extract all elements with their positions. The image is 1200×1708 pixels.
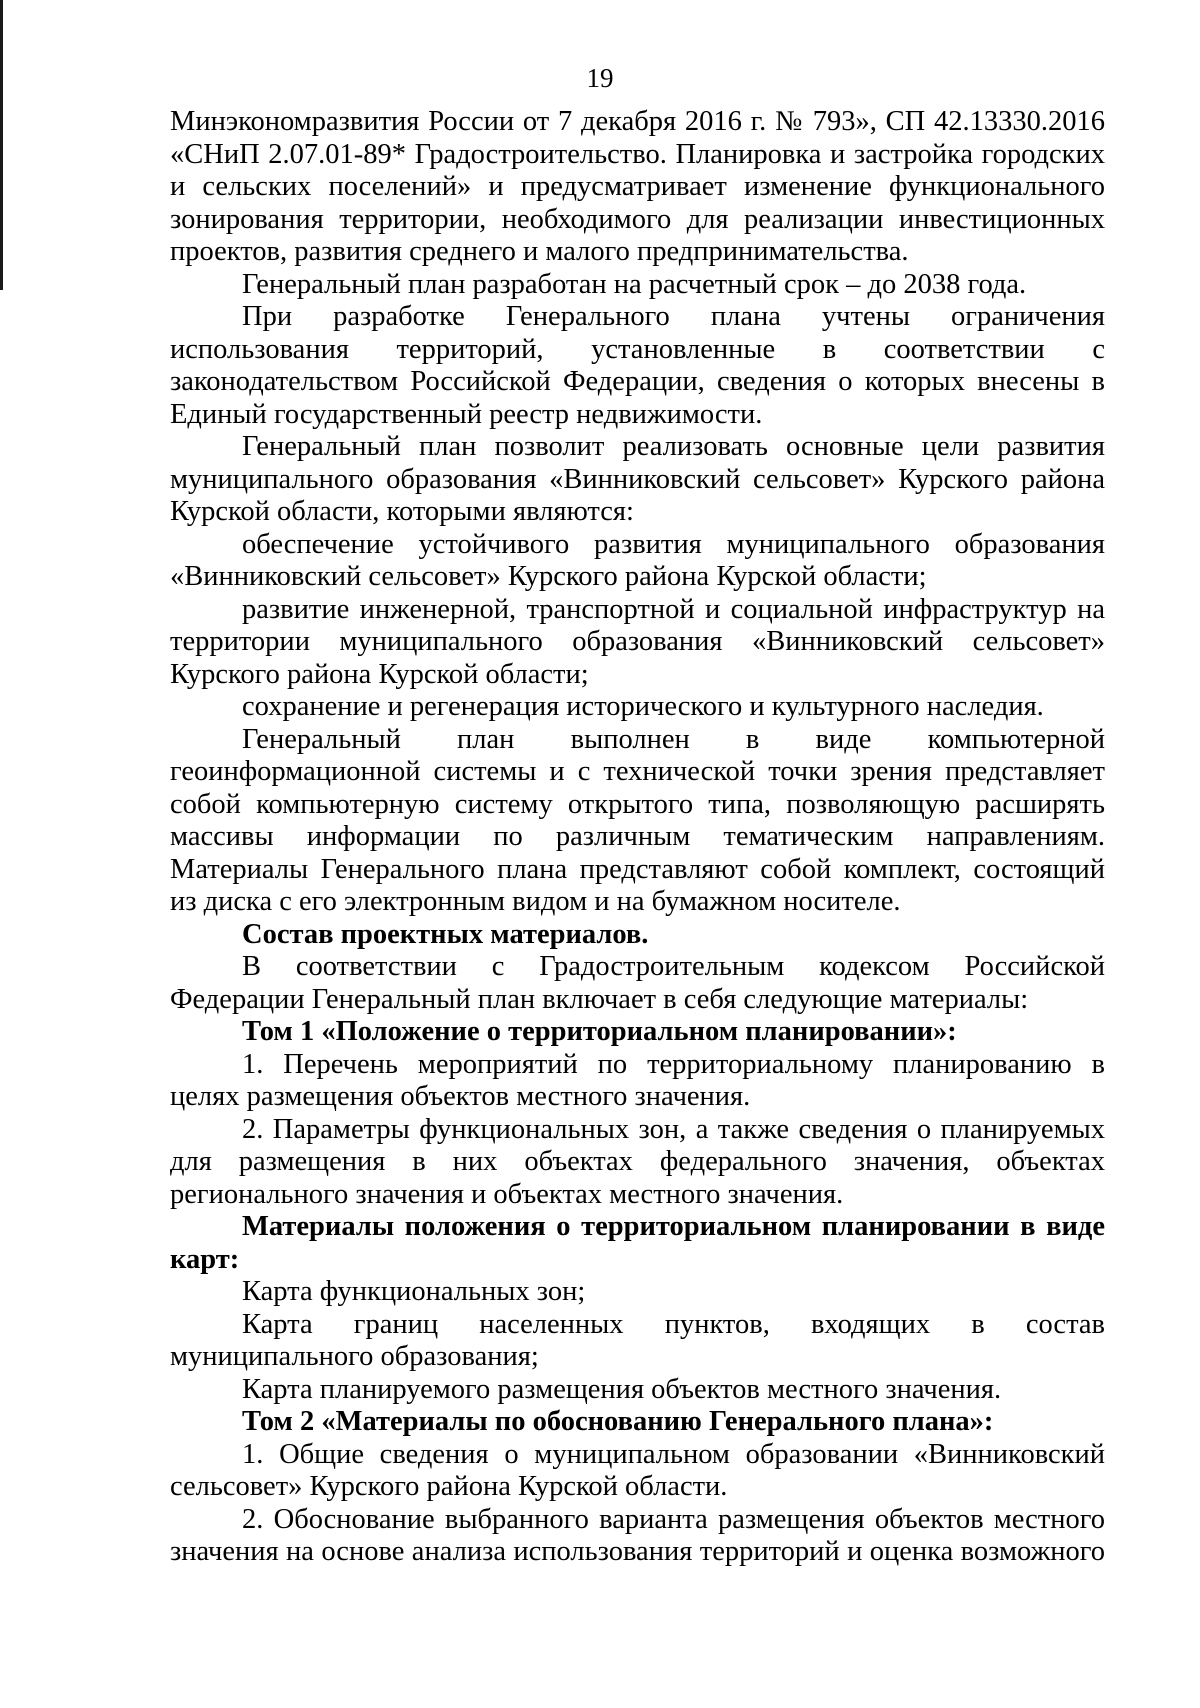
goal-infrastructure: развитие инженерной, транспортной и социальной инфраструктур на территории муниципального образования «Винниковский сельсовет» Курского района Курской области; (170, 593, 1105, 690)
paragraph-restrictions: При разработке Генерального плана учтены ограничения использования территорий, установленные в соответствии с законодательством Российской Федерации, сведения о которых внесены в Единый государственный реестр недвижимости. (170, 301, 1105, 430)
heading-volume-2: Том 2 «Материалы по обоснованию Генерального плана»: (242, 1406, 994, 1437)
goal-heritage: сохранение и регенерация исторического и культурного наследия. (242, 691, 1044, 722)
document-body (170, 106, 1105, 1569)
goal-sustainable-development: обеспечение устойчивого развития муниципального образования «Винниковский сельсовет» Курского района Курской области; (170, 528, 1105, 592)
map-item-local-objects: Карта планируемого размещения объектов местного значения. (242, 1373, 1002, 1405)
volume-1-item-2: 2. Параметры функциональных зон, а также сведения о планируемых для размещения в них объектах федерального значения, объектах регионального значения и объектах местного значения. (170, 1113, 1105, 1210)
paragraph-legal-basis: Минэкономразвития России от 7 декабря 2016 г. № 793», СП 42.13330.2016 «СНиП 2.07.01-89* Градостроительство. Планировка и застройка городских и сельских поселений» и предусматривает изменение функционального зонирования территории, необходимого для реализации инвестиционных проектов, развития среднего и малого предпринимательства. (170, 106, 1105, 267)
scan-edge-line (0, 0, 3, 290)
paragraph-design-term: Генеральный план разработан на расчетный срок – до 2038 года. (242, 268, 1027, 300)
paragraph-development-goals: Генеральный план позволит реализовать основные цели развития муниципального образования «Винниковский сельсовет» Курского района Курской области, которыми являются: (170, 431, 1105, 527)
heading-maps: Материалы положения о территориальном планировании в виде карт: (170, 1211, 1105, 1275)
heading-project-materials: Состав проектных материалов. (242, 918, 649, 950)
heading-volume-1: Том 1 «Положение о территориальном планировании»: (242, 1016, 957, 1047)
volume-2-item-1: 1. Общие сведения о муниципальном образовании «Винниковский сельсовет» Курского района Курской области. (170, 1438, 1105, 1502)
volume-2-item-2: 2. Обоснование выбранного варианта размещения объектов местного значения на основе анализа использования территорий и оценка возможного (170, 1503, 1105, 1567)
paragraph-materials-list-intro: В соответствии с Градостроительным кодексом Российской Федерации Генеральный план включает в себя следующие материалы: (170, 951, 1105, 1015)
paragraph-gis-format: Генеральный план выполнен в виде компьютерной геоинформационной системы и с технической точки зрения представляет собой компьютерную систему открытого типа, позволяющую расширять массивы информации по различным тематическим направлениям. Материалы Генерального плана представляют собой комплект, состоящий из диска с его электронным видом и на бумажном носителе. (170, 723, 1105, 917)
map-item-settlement-borders: Карта границ населенных пунктов, входящих в состав муниципального образования; (170, 1308, 1105, 1372)
page-number: 19 (586, 63, 614, 93)
volume-1-item-1: 1. Перечень мероприятий по территориальному планированию в целях размещения объектов местного значения. (170, 1048, 1105, 1112)
map-item-functional-zones: Карта функциональных зон; (242, 1276, 586, 1307)
